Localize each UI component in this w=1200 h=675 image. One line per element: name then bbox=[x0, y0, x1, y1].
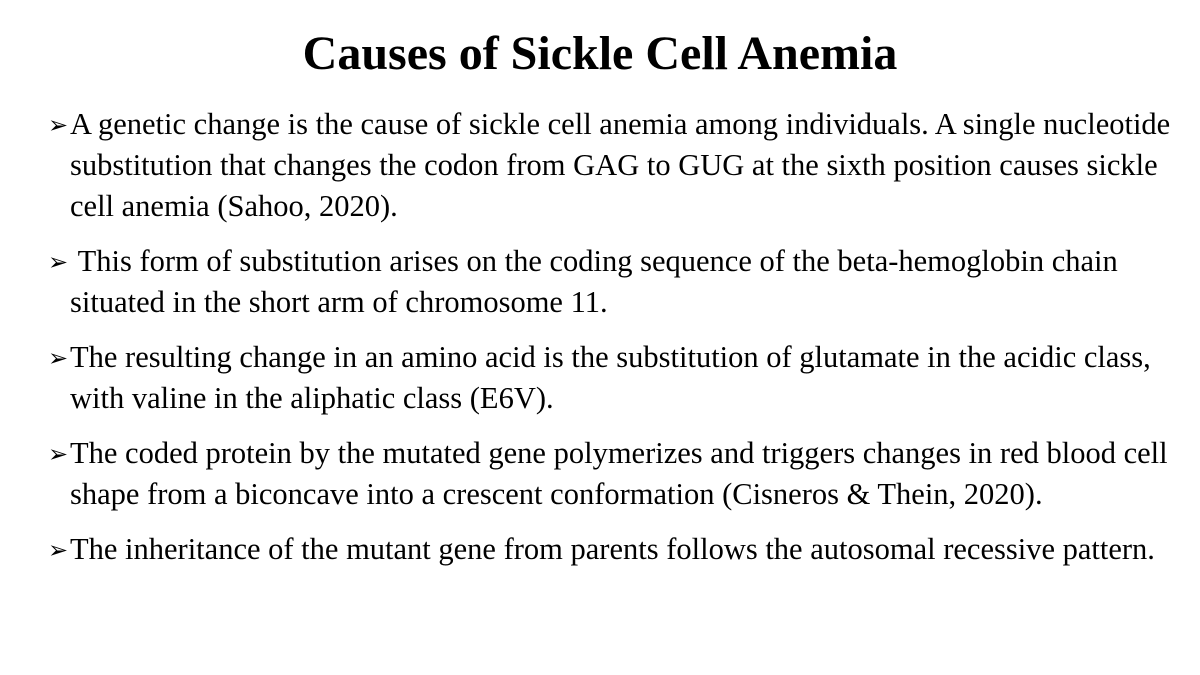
bullet-item bbox=[48, 433, 1178, 515]
bullet-item bbox=[48, 104, 1178, 227]
arrowhead-bullet-icon: ➢ bbox=[48, 111, 69, 139]
bullet-item bbox=[48, 241, 1178, 323]
bullet-item bbox=[48, 529, 1178, 570]
bullet-text: This form of substitution arises on the coding sequence of the beta-hemoglobin chain situated in the short arm of chromosome 11. bbox=[70, 244, 1126, 319]
bullet-list bbox=[48, 104, 1178, 584]
bullet-item bbox=[48, 337, 1178, 419]
bullet-text: The coded protein by the mutated gene polymerizes and triggers changes in red blood cell shape from a biconcave into a crescent conformation (Cisneros & Thein, 2020). bbox=[70, 436, 1168, 511]
arrowhead-bullet-icon: ➢ bbox=[48, 248, 69, 276]
arrowhead-bullet-icon: ➢ bbox=[48, 344, 69, 372]
bullet-text: The resulting change in an amino acid is the substitution of glutamate in the acidic class, with valine in the aliphatic class (E6V). bbox=[70, 340, 1151, 415]
bullet-text: A genetic change is the cause of sickle cell anemia among individuals. A single nucleotide substitution that changes the codon from GAG to GUG at the sixth position causes sickle cell anemia (Sahoo, 2020). bbox=[70, 107, 1171, 223]
slide-title: Causes of Sickle Cell Anemia bbox=[302, 27, 898, 80]
arrowhead-bullet-icon: ➢ bbox=[48, 536, 69, 564]
arrowhead-bullet-icon: ➢ bbox=[48, 440, 69, 468]
bullet-text: The inheritance of the mutant gene from parents follows the autosomal recessive pattern. bbox=[70, 532, 1155, 566]
